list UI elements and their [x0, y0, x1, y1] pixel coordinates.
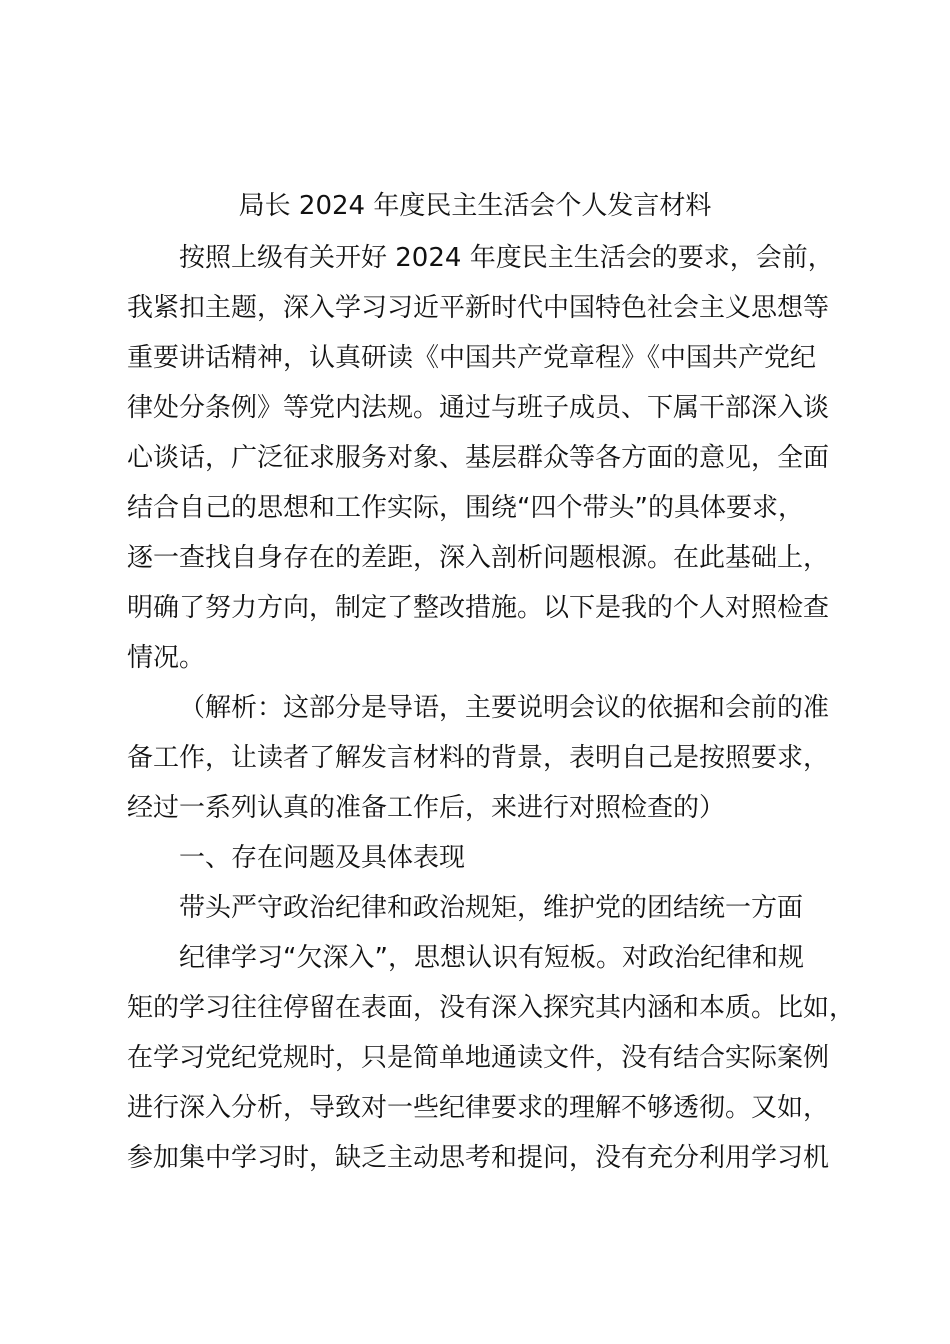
paragraph-line: 纪律学习“欠深入”，思想认识有短板。对政治纪律和规 [179, 943, 804, 973]
paragraph-line: 情况。 [127, 643, 206, 673]
section-heading [127, 833, 839, 883]
heading-line: 一、存在问题及具体表现 [179, 843, 466, 873]
document-body [127, 233, 856, 1183]
paragraph-line: （解析：这部分是导语，主要说明会议的依据和会前的准 [179, 693, 830, 723]
paragraph-line: 备工作，让读者了解发言材料的背景，表明自己是按照要求， [127, 743, 830, 773]
point-paragraph [127, 933, 856, 1183]
paragraph-line: 心谈话，广泛征求服务对象、基层群众等各方面的意见，全面 [127, 443, 830, 473]
paragraph-line: 矩的学习往往停留在表面，没有深入探究其内涵和本质。比如， [127, 993, 856, 1023]
heading-line: 带头严守政治纪律和政治规矩，维护党的团结统一方面 [179, 893, 804, 923]
paragraph-line: 逐一查找自身存在的差距，深入剖析问题根源。在此基础上， [127, 543, 830, 573]
paragraph-line: 律处分条例》等党内法规。通过与班子成员、下属干部深入谈 [127, 393, 830, 423]
paragraph-line: 经过一系列认真的准备工作后，来进行对照检查的） [127, 793, 726, 823]
paragraph-line: 进行深入分析，导致对一些纪律要求的理解不够透彻。又如， [127, 1093, 830, 1123]
paragraph-line: 参加集中学习时，缺乏主动思考和提问，没有充分利用学习机 [127, 1143, 830, 1173]
paragraph-line: 重要讲话精神，认真研读《中国共产党章程》《中国共产党纪 [127, 343, 817, 373]
subsection-heading [127, 883, 839, 933]
paragraph-line: 按照上级有关开好 2024 年度民主生活会的要求，会前， [179, 243, 834, 273]
paragraph-line: 在学习党纪党规时，只是简单地通读文件，没有结合实际案例 [127, 1043, 830, 1073]
paragraph-line: 我紧扣主题，深入学习习近平新时代中国特色社会主义思想等 [127, 293, 830, 323]
document-title: 局长 2024 年度民主生活会个人发言材料 [238, 191, 712, 221]
paragraph-line: 结合自己的思想和工作实际，围绕“四个带头”的具体要求， [127, 493, 804, 523]
paragraph-line: 明确了努力方向，制定了整改措施。以下是我的个人对照检查 [127, 593, 830, 623]
analysis-paragraph [127, 683, 839, 833]
intro-paragraph [127, 233, 839, 683]
